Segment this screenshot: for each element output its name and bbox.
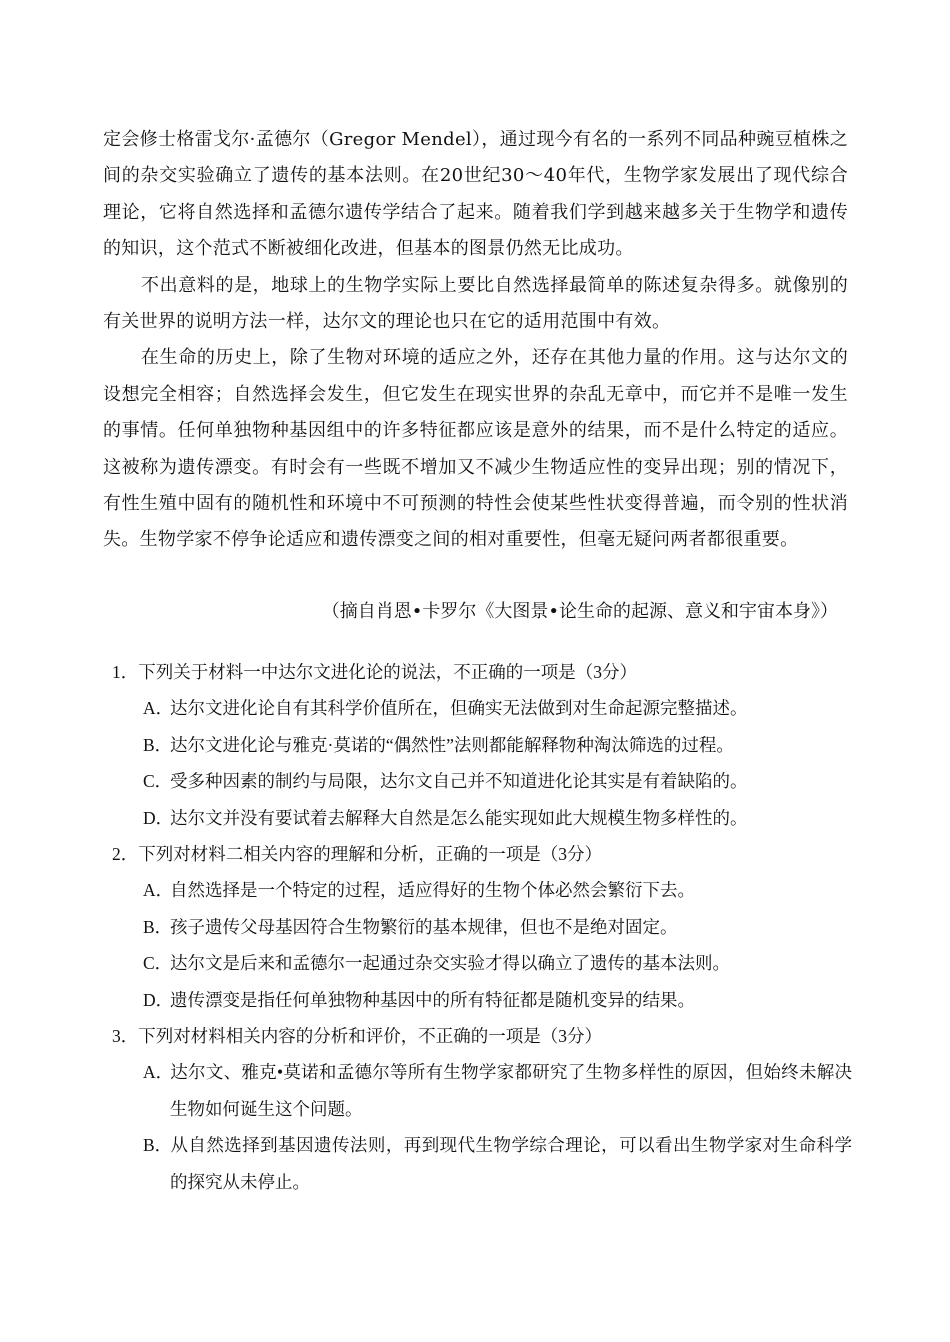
option-text: 受多种因素的制约与局限，达尔文自己并不知道进化论其实是有着缺陷的。 bbox=[170, 771, 748, 792]
option-key: A． bbox=[143, 698, 174, 719]
option-c bbox=[112, 763, 852, 799]
option-d bbox=[112, 982, 852, 1018]
question-number: 3． bbox=[112, 1026, 139, 1047]
question-number: 1． bbox=[112, 662, 139, 682]
option-key: A． bbox=[143, 880, 174, 901]
question-text: 下列对材料相关内容的分析和评价，不正确的一项是（3分） bbox=[138, 1026, 602, 1047]
option-a bbox=[112, 1054, 852, 1127]
option-text: 达尔文进化论自有其科学价值所在，但确实无法做到对生命起源完整描述。 bbox=[170, 698, 748, 719]
question-stem bbox=[112, 836, 852, 872]
option-c bbox=[112, 945, 852, 981]
reading-passage bbox=[103, 122, 848, 559]
question-list bbox=[112, 654, 852, 1200]
question-2 bbox=[112, 836, 852, 1018]
question-stem bbox=[112, 654, 852, 690]
option-text: 孩子遗传父母基因符合生物繁衍的基本规律，但也不是绝对固定。 bbox=[170, 916, 678, 937]
question-1 bbox=[112, 654, 852, 836]
option-d bbox=[112, 800, 852, 836]
option-key: D． bbox=[143, 989, 174, 1010]
option-text: 达尔文进化论与雅克·莫诺的“偶然性”法则都能解释物种淘汰筛选的过程。 bbox=[170, 734, 734, 755]
option-key: B． bbox=[143, 734, 173, 755]
question-number: 2． bbox=[112, 844, 139, 865]
option-a bbox=[112, 872, 852, 908]
passage-paragraph-3: 在生命的历史上，除了生物对环境的适应之外，还存在其他力量的作用。这与达尔文的设想完全相容；自然选择会发生，但它发生在现实世界的杂乱无章中，而它并不是唯一发生的事情。任何单独物种基因组中的许多特征都应该是意外的结果，而不是什么特定的适应。这被称为遗传漂变。有时会有一些既不增加又不减少生物适应性的变异出现；别的情况下，有性生殖中固有的随机性和环境中不可预测的特性会使某些性状变得普遍，而令别的性状消失。生物学家不停争论适应和遗传漂变之间的相对重要性，但毫无疑问两者都很重要。 bbox=[103, 347, 848, 551]
option-a bbox=[112, 690, 852, 726]
option-key: D． bbox=[143, 807, 174, 828]
option-b bbox=[112, 1127, 852, 1200]
option-text: 从自然选择到基因遗传法则，再到现代生物学综合理论，可以看出生物学家对生命科学的探究从未停止。 bbox=[170, 1135, 852, 1192]
option-text: 达尔文、雅克•莫诺和孟德尔等所有生物学家都研究了生物多样性的原因，但始终未解决生物如何诞生这个问题。 bbox=[170, 1062, 852, 1119]
option-text: 达尔文是后来和孟德尔一起通过杂交实验才得以确立了遗传的基本法则。 bbox=[170, 953, 730, 974]
option-key: A． bbox=[143, 1062, 174, 1083]
option-key: B． bbox=[143, 1135, 173, 1156]
question-text: 下列对材料二相关内容的理解和分析，正确的一项是（3分） bbox=[138, 844, 602, 865]
option-key: C． bbox=[143, 953, 173, 974]
passage-source: （摘自肖恩•卡罗尔《大图景•论生命的起源、意义和宇宙本身》） bbox=[321, 601, 838, 622]
option-text: 自然选择是一个特定的过程，适应得好的生物个体必然会繁衍下去。 bbox=[170, 880, 695, 901]
option-b bbox=[112, 909, 852, 945]
option-text: 达尔文并没有要试着去解释大自然是怎么能实现如此大规模生物多样性的。 bbox=[170, 807, 748, 828]
question-stem bbox=[112, 1018, 852, 1054]
option-b bbox=[112, 727, 852, 763]
option-text: 遗传漂变是指任何单独物种基因中的所有特征都是随机变异的结果。 bbox=[170, 989, 695, 1010]
option-key: C． bbox=[143, 771, 173, 792]
question-text: 下列关于材料一中达尔文进化论的说法，不正确的一项是（3分） bbox=[138, 662, 637, 682]
option-key: B． bbox=[143, 916, 173, 937]
passage-paragraph-1: 定会修士格雷戈尔·孟德尔（Gregor Mendel），通过现今有名的一系列不同品种豌豆植株之间的杂交实验确立了遗传的基本法则。在20世纪30～40年代，生物学家发展出了现代综合理论，它将自然选择和孟德尔遗传学结合了起来。随着我们学到越来越多关于生物学和遗传的知识，这个范式不断被细化改进，但基本的图景仍然无比成功。 bbox=[103, 129, 848, 260]
question-3 bbox=[112, 1018, 852, 1200]
passage-paragraph-2: 不出意料的是，地球上的生物学实际上要比自然选择最简单的陈述复杂得多。就像别的有关世界的说明方法一样，达尔文的理论也只在它的适用范围中有效。 bbox=[103, 274, 848, 333]
